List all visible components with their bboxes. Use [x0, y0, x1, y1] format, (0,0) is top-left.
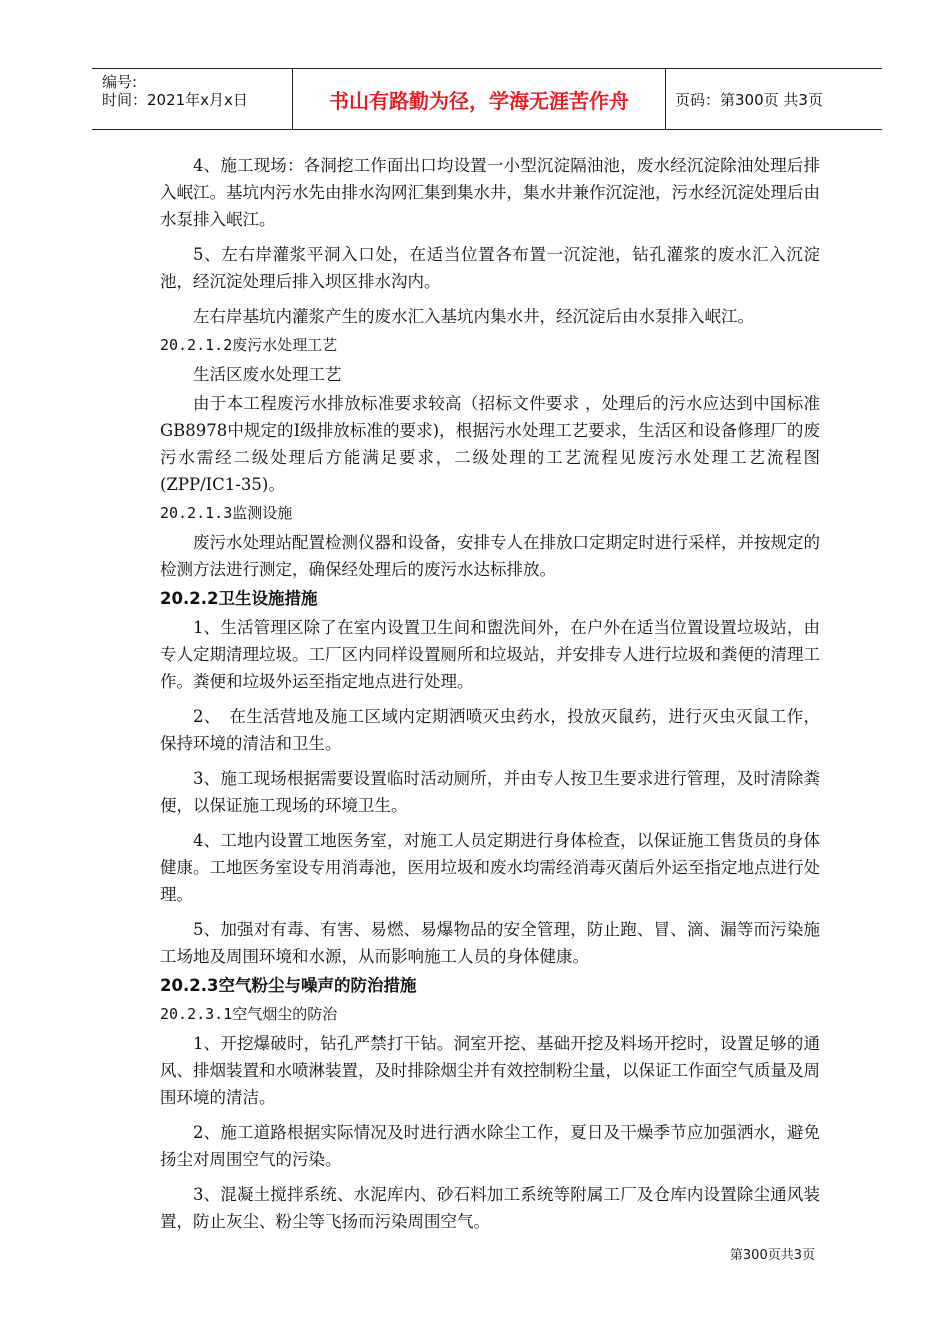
paragraph: 3、施工现场根据需要设置临时活动厕所，并由专人按卫生要求进行管理，及时清除粪便，以保证施工现场的环境卫生。 — [160, 769, 820, 815]
paragraph: 2、施工道路根据实际情况及时进行洒水除尘工作，夏日及干燥季节应加强洒水，避免扬尘对周围空气的污染。 — [160, 1123, 820, 1169]
section-heading: 20.2.1.3监测设施 — [160, 504, 293, 522]
document-body — [160, 152, 820, 1243]
subheading: 生活区废水处理工艺 — [193, 365, 342, 384]
paragraph: 5、加强对有毒、有害、易燃、易爆物品的安全管理，防止跑、冒、滴、漏等而污染施工场地及周围环境和水源，从而影响施工人员的身体健康。 — [160, 920, 820, 966]
paragraph: 1、生活管理区除了在室内设置卫生间和盥洗间外，在户外在适当位置设置垃圾站，由专人定期清理垃圾。工厂区内同样设置厕所和垃圾站，并安排专人进行垃圾和粪便的清理工作。粪便和垃圾外运至指定地点进行处理。 — [160, 618, 820, 691]
section-heading: 20.2.3.1空气烟尘的防治 — [160, 1005, 338, 1023]
paragraph: 3、混凝土搅拌系统、水泥库内、砂石料加工系统等附属工厂及仓库内设置除尘通风装置，防止灰尘、粉尘等飞扬而污染周围空气。 — [160, 1185, 820, 1231]
section-heading-bold: 20.2.3空气粉尘与噪声的防治措施 — [160, 976, 417, 995]
number-label: 编号: — [102, 73, 138, 91]
paragraph: 5、左右岸灌浆平洞入口处，在适当位置各布置一沉淀池，钻孔灌浆的废水汇入沉淀池，经沉淀处理后排入坝区排水沟内。 — [160, 245, 820, 291]
paragraph: 左右岸基坑内灌浆产生的废水汇入基坑内集水井，经沉淀后由水泵排入岷江。 — [193, 307, 754, 326]
paragraph: 废污水处理站配置检测仪器和设备，安排专人在排放口定期定时进行采样，并按规定的检测方法进行测定，确保经处理后的废污水达标排放。 — [160, 533, 820, 579]
section-heading: 20.2.1.2废污水处理工艺 — [160, 336, 338, 354]
time-label: 时间：2021年x月x日 — [102, 91, 248, 109]
paragraph: 4、施工现场：各洞挖工作面出口均设置一小型沉淀隔油池，废水经沉淀除油处理后排入岷江。基坑内污水先由排水沟网汇集到集水井，集水井兼作沉淀池，污水经沉淀处理后由水泵排入岷江。 — [160, 156, 820, 229]
paragraph: 1、开挖爆破时，钻孔严禁打干钻。洞室开挖、基础开挖及料场开挖时，设置足够的通风、排烟装置和水喷淋装置，及时排除烟尘并有效控制粉尘量，以保证工作面空气质量及周围环境的清洁。 — [160, 1034, 820, 1107]
motto-text: 书山有路勤为径，学海无涯苦作舟 — [292, 69, 666, 129]
section-heading-bold: 20.2.2卫生设施措施 — [160, 589, 318, 608]
paragraph: 由于本工程废污水排放标准要求较高（招标文件要求 ，处理后的污水应达到中国标准GB8978中规定的Ⅰ级排放标准的要求)，根据污水处理工艺要求，生活区和设备修理厂的废污水需经二级处理后方能满足要求，二级处理的工艺流程见废污水处理工艺流程图(ZPP/IC1-35)。 — [160, 394, 820, 494]
paragraph: 4、工地内设置工地医务室，对施工人员定期进行身体检查，以保证施工售货员的身体健康。工地医务室设专用消毒池，医用垃圾和废水均需经消毒灭菌后外运至指定地点进行处理。 — [160, 831, 820, 904]
header-left-cell — [92, 69, 292, 129]
header-page-label: 页码：第300页 共3页 — [675, 90, 823, 109]
footer-page-label: 第300页共3页 — [729, 1248, 815, 1263]
page-header — [92, 68, 882, 130]
paragraph: 2、 在生活营地及施工区域内定期洒喷灭虫药水，投放灭鼠药，进行灭虫灭鼠工作，保持环境的清洁和卫生。 — [160, 707, 820, 753]
